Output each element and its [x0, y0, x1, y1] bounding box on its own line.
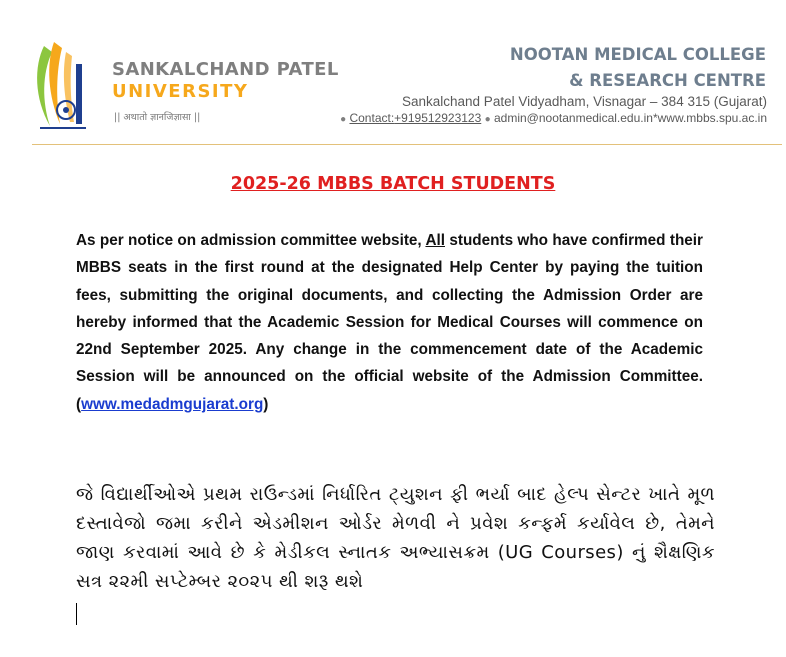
- para-end: ): [263, 395, 269, 413]
- college-name-line1: NOOTAN MEDICAL COLLEGE: [509, 45, 766, 64]
- university-emblem-icon: [30, 38, 110, 134]
- para-part2: students who have confirmed their MBBS seats in the first round at the designated Help Center by paying the tuition fees, submitting the original documents, and collecting the Admission Order are hereby informed that the Academic Session for Medical Courses will commence on 22nd September 2025. Any change in the commencement date of the Academic Session will be announced on the official website of the Admission Committee. (: [76, 232, 703, 413]
- contact-phone[interactable]: +919512923123: [394, 111, 482, 125]
- para-part1: As per notice on admission committee website,: [76, 232, 426, 249]
- college-address: Sankalchand Patel Vidyadham, Visnagar – 384 315 (Gujarat): [402, 94, 767, 109]
- para-all: All: [425, 232, 445, 249]
- contact-line: [340, 111, 767, 125]
- bullet-icon: ●: [484, 114, 491, 125]
- contact-email-web[interactable]: admin@nootanmedical.edu.in*www.mbbs.spu.ac.in: [494, 111, 767, 125]
- university-logo: [30, 38, 339, 134]
- university-subtitle: UNIVERSITY: [112, 81, 249, 102]
- contact-label: Contact:: [349, 111, 395, 125]
- bullet-icon: ●: [340, 114, 347, 125]
- university-tagline: || अथातो ज्ञानजिज्ञासा ||: [114, 112, 201, 123]
- notice-gujarati-paragraph: જે વિદ્યાર્થીઓએ પ્રથમ રાઉન્ડમાં નિર્ધારિત ટ્યુશન ફી ભર્યા બાદ હેલ્પ સેન્ટર ખાતે મૂળ દસ્તાવેજો જમા કરીને એડમીશન ઓર્ડર મેળવી ને પ્રવેશ કન્ફર્મ કર્યાવેલ છે, તેમને જાણ કરવામાં આવે છે કે મેડીકલ સ્નાતક અભ્યાસક્રમ (UG Courses) નું શૈક્ષણિક સત્ર ૨૨મી સપ્ટેમ્બર ૨૦૨૫ થી શરૂ થશે: [76, 484, 715, 592]
- notice-title: 2025-26 MBBS BATCH STUDENTS: [230, 174, 556, 194]
- header-divider: [32, 144, 782, 145]
- college-name-line2: & RESEARCH CENTRE: [569, 71, 766, 90]
- text-cursor: [76, 603, 77, 625]
- university-name: SANKALCHAND PATEL: [112, 59, 339, 80]
- admission-committee-link[interactable]: www.medadmgujarat.org: [81, 395, 264, 413]
- college-name: [510, 42, 766, 94]
- notice-english-paragraph: [76, 227, 703, 418]
